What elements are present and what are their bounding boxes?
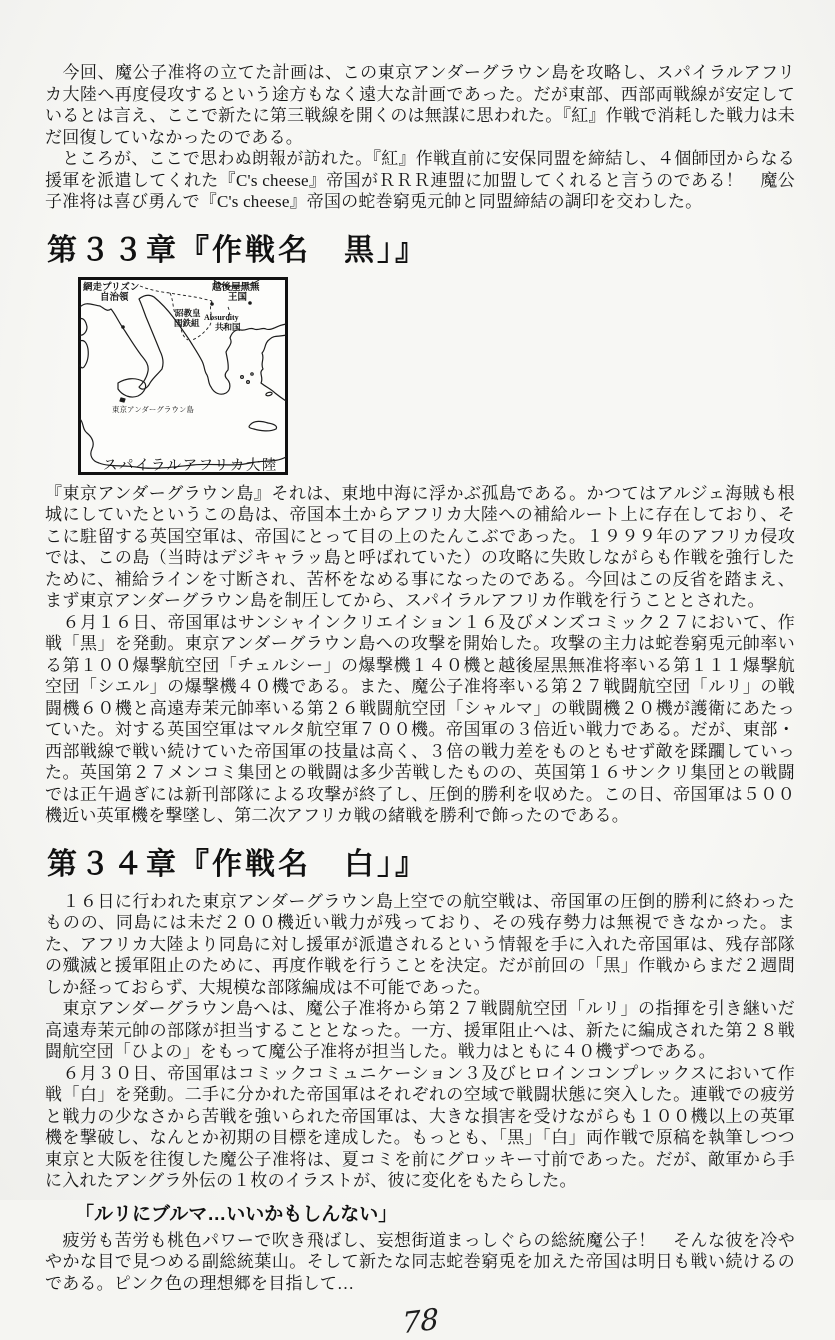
chapter-34-paragraph-2: 東京アンダーグラウン島へは、魔公子准将から第２７戦闘航空団「ルリ」の指揮を引き継いだ高遠寿茉元帥の部隊が担当することとなった。一方、援軍阻止へは、新たに編成された第２８戦闘航空団「ひよの」をもって魔公子准将が担当した。戦力はともに４０機ずつである。	[45, 999, 795, 1061]
chapter-33-title: 第３３章『作戦名 黒」』	[47, 233, 428, 267]
map-label-spiral-africa: スパイラルアフリカ大陸	[103, 457, 278, 474]
map-label-tokyo-island: 東京アンダーグラウン島	[112, 404, 194, 414]
city-dot-balkan-west	[210, 302, 214, 306]
page-number	[45, 1301, 795, 1340]
chapter-34-title: 第３４章『作戦名 白」』	[47, 847, 428, 881]
map-label-echigoya-kingdom-line1: 越後屋黒無	[212, 282, 260, 293]
map-label-absurdity-line2: 共和国	[215, 321, 241, 332]
chapter-33-paragraph-1: 『東京アンダーグラウン島』それは、東地中海に浮かぶ孤島である。かつてはアルジェ海賊も根城にしていたというこの島は、帝国本土からアフリカ大陸への補給ルート上に存在しており、そこに駐留する英国空軍は、帝国にとって目の上のたんこぶであった。１９９９年のアフリカ侵攻では、この島（当時はデジキャラッ島と呼ばれていた）の攻略に失敗しながらも作戦を強行したために、補給ラインを寸断され、苦杯をなめる事になったのである。今回はこの反省を踏まえ、まず東京アンダーグラウン島を制圧してから、スパイラルアフリカ作戦を行うこととされた。	[45, 483, 795, 610]
map-label-abashiri-prison-line1: 網走プリズン	[83, 282, 140, 293]
city-dot-italy	[121, 325, 125, 329]
ruri-bloomers-quote: 「ルリにブルマ…いいかもしんない」	[75, 1203, 398, 1225]
intro-paragraph-2: ところが、ここで思わぬ朗報が訪れた。『紅』作戦直前に安保同盟を締結し、４個師団からなる援軍を派遣してくれた『C's cheese』帝国がＲＲＲ連盟に加盟してくれると言うのである！ 魔公子准将は喜び勇んで『C's cheese』帝国の蛇巻窮兎元帥と同盟締結の調印を交わした。	[45, 149, 795, 211]
page-number-value: 78	[401, 1301, 439, 1340]
mediterranean-map	[78, 277, 288, 475]
map-label-pope-line2: 国鉄組	[174, 317, 200, 328]
map-label-absurdity-line1: Absurdity	[204, 312, 239, 322]
intro-paragraph-1: 今回、魔公子准将の立てた計画は、この東京アンダーグラウン島を攻略し、スパイラルアフリカ大陸へ再度侵攻するという途方もなく遠大な計画であった。だが東部、西部両戦線が安定しているとは言え、ここで新たに第三戦線を開くのは無謀に思われた。『紅』作戦で消耗した戦力は未だ回復していなかったのである。	[45, 63, 795, 147]
map-label-abashiri-prison-line2: 自治領	[100, 292, 129, 303]
chapter-33-paragraph-2: ６月１６日、帝国軍はサンシャインクリエイション１６及びメンズコミック２７において、作戦「黒」を発動。東京アンダーグラウン島への攻撃を開始した。攻撃の主力は蛇巻窮兎元帥率いる第１００爆撃航空団「チェルシー」の爆撃機１４０機と越後屋黒無准将率いる第１１１爆撃航空団「シエル」の爆撃機４０機である。また、魔公子准将率いる第２７戦闘航空団「ルリ」の戦闘機６０機と高遠寿茉元帥率いる第２６戦闘航空団「シャルマ」の戦闘機２０機が護衛にあたっていた。対する英国空軍はマルタ航空軍７００機。帝国軍の３倍近い戦力である。だが、東部・西部戦線で戦い続けていた帝国軍の技量は高く、３倍の戦力差をものともせず敵を蹂躙していった。英国第２７メンコミ集団との戦闘は多少苦戦したものの、英国第１６サンクリ集団との戦闘では正午過ぎには新刊部隊による攻撃が終了し、圧倒的勝利を収めた。この日、帝国軍は５００機近い英軍機を撃墜し、第二次アフリカ戦の緒戦を勝利で飾ったのである。	[45, 612, 795, 825]
city-dot-balkan-east	[248, 301, 252, 305]
map-drawing	[78, 277, 288, 475]
closing-paragraph: 疲労も苦労も桃色パワーで吹き飛ばし、妄想街道まっしぐらの総統魔公子！ そんな彼を冷ややかな目で見つめる副総統葉山。そして新たな同志蛇巻窮兎を加えた帝国は明日も戦い続けるのである。ピンク色の理想郷を目指して…	[45, 1230, 795, 1293]
chapter-34-paragraph-3: ６月３０日、帝国軍はコミックコミュニケーション３及びヒロインコンプレックスにおいて作戦「白」を発動。二手に分かれた帝国軍はそれぞれの空域で戦闘状態に突入した。連戦での疲労と戦力の少なさから苦戦を強いられた帝国軍は、大きな損害を受けながらも１００機以上の英軍機を撃破し、なんとか初期の目標を達成した。もっとも、「黒」「白」両作戦で原稿を執筆しつつ東京と大阪を往復した魔公子准将は、夏コミを前にグロッキー寸前であった。だが、敵軍から手に入れたアングラ外伝の１枚のイラストが、彼に変化をもたらした。	[45, 1063, 795, 1190]
tokyo-underground-island	[120, 398, 125, 402]
map-label-pope-line1: 昭教皇	[175, 307, 201, 318]
chapter-34-paragraph-1: １６日に行われた東京アンダーグラウン島上空での航空戦は、帝国軍の圧倒的勝利に終わったものの、同島には未だ２００機近い戦力が残っており、その残存勢力は無視できなかった。また、アフリカ大陸より同島に対し援軍が派遣されるという情報を手に入れた帝国軍は、残存部隊の殲滅と援軍阻止のために、再度作戦を行うことを決定。だが前回の「黒」作戦からまだ２週間しか経っておらず、大規模な部隊編成は不可能であった。	[45, 891, 795, 997]
map-label-echigoya-kingdom-line2: 王国	[228, 292, 248, 303]
